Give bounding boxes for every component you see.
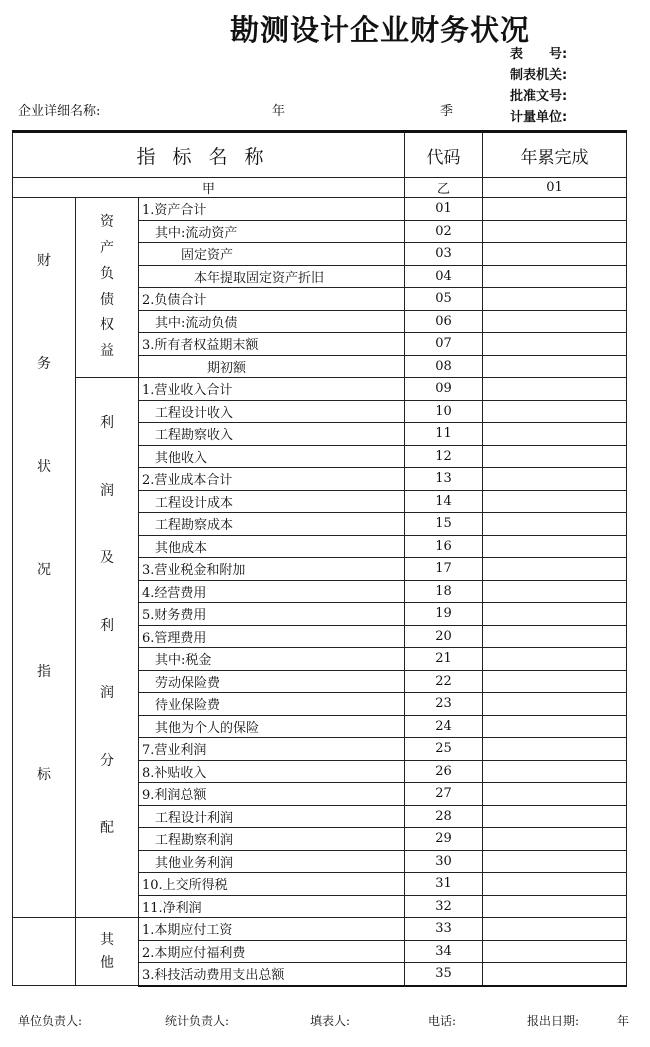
group-profit-label-char: 润 xyxy=(100,482,114,499)
group-other-label xyxy=(76,918,139,986)
group-profit-label-char: 利 xyxy=(100,617,114,634)
row-value-input[interactable] xyxy=(483,513,627,536)
outer-blank-cell xyxy=(13,918,76,986)
row-code: 07 xyxy=(405,333,483,356)
group-outer-label-char: 务 xyxy=(37,355,51,372)
row-value-input[interactable] xyxy=(483,918,627,941)
row-code: 22 xyxy=(405,670,483,693)
row-value-input[interactable] xyxy=(483,400,627,423)
row-label: 3.科技活动费用支出总额 xyxy=(139,963,405,986)
row-label: 其中:税金 xyxy=(139,648,405,671)
group-assets-label-char: 益 xyxy=(100,342,114,359)
row-code: 34 xyxy=(405,940,483,963)
group-profit-label-char: 配 xyxy=(100,820,114,837)
row-label: 9.利润总额 xyxy=(139,783,405,806)
row-code: 24 xyxy=(405,715,483,738)
row-code: 21 xyxy=(405,648,483,671)
group-assets-label-char: 资 xyxy=(100,214,114,231)
form-title: 勘测设计企业财务状况 xyxy=(230,13,531,47)
row-code: 15 xyxy=(405,513,483,536)
row-label: 11.净利润 xyxy=(139,895,405,918)
group-outer-label-char: 标 xyxy=(37,767,51,784)
row-label: 其中:流动资产 xyxy=(139,220,405,243)
row-label: 1.本期应付工资 xyxy=(139,918,405,941)
row-code: 20 xyxy=(405,625,483,648)
row-value-input[interactable] xyxy=(483,445,627,468)
meta-biao-hao: 表 号: xyxy=(510,47,568,62)
row-value-input[interactable] xyxy=(483,648,627,671)
group-profit-label-char: 分 xyxy=(100,752,114,769)
row-label: 其他收入 xyxy=(139,445,405,468)
row-code: 29 xyxy=(405,828,483,851)
row-value-input[interactable] xyxy=(483,535,627,558)
row-label: 工程勘察成本 xyxy=(139,513,405,536)
row-value-input[interactable] xyxy=(483,738,627,761)
row-code: 04 xyxy=(405,265,483,288)
row-value-input[interactable] xyxy=(483,423,627,446)
season-label: 季 xyxy=(440,104,454,119)
row-label: 工程设计利润 xyxy=(139,805,405,828)
group-profit-label-char: 润 xyxy=(100,685,114,702)
row-label: 工程设计成本 xyxy=(139,490,405,513)
table-body xyxy=(13,198,627,986)
group-outer-label-char: 指 xyxy=(37,664,51,681)
row-value-input[interactable] xyxy=(483,940,627,963)
group-assets-label-char: 债 xyxy=(100,291,114,308)
row-value-input[interactable] xyxy=(483,355,627,378)
table-row xyxy=(13,918,627,941)
footer-filler: 填表人: xyxy=(310,1014,351,1028)
row-code: 14 xyxy=(405,490,483,513)
row-label: 其他为个人的保险 xyxy=(139,715,405,738)
row-label: 10.上交所得税 xyxy=(139,873,405,896)
meta-jiliang-danwei: 计量单位: xyxy=(510,110,568,125)
row-label: 3.营业税金和附加 xyxy=(139,558,405,581)
group-assets-label-char: 产 xyxy=(100,240,114,257)
group-profit-label-char: 及 xyxy=(100,550,114,567)
group-other-label-char: 其 xyxy=(100,932,114,948)
row-label: 工程设计收入 xyxy=(139,400,405,423)
row-value-input[interactable] xyxy=(483,963,627,986)
row-value-input[interactable] xyxy=(483,220,627,243)
col-header-code: 代码 xyxy=(405,132,483,178)
row-value-input[interactable] xyxy=(483,715,627,738)
sub-header-name: 甲 xyxy=(13,178,405,198)
footer-unit-head: 单位负责人: xyxy=(18,1014,83,1028)
group-outer-label xyxy=(13,198,76,918)
row-value-input[interactable] xyxy=(483,850,627,873)
row-code: 28 xyxy=(405,805,483,828)
row-value-input[interactable] xyxy=(483,490,627,513)
row-code: 02 xyxy=(405,220,483,243)
row-value-input[interactable] xyxy=(483,760,627,783)
group-profit-label xyxy=(76,378,139,918)
row-code: 03 xyxy=(405,243,483,266)
group-outer-label-char: 状 xyxy=(37,458,51,475)
group-profit-label-char: 利 xyxy=(100,415,114,432)
row-label: 6.管理费用 xyxy=(139,625,405,648)
group-assets-label xyxy=(76,198,139,378)
row-code: 10 xyxy=(405,400,483,423)
row-label: 其他业务利润 xyxy=(139,850,405,873)
row-code: 05 xyxy=(405,288,483,311)
meta-pizhun-wenhao: 批准文号: xyxy=(510,89,568,104)
row-code: 26 xyxy=(405,760,483,783)
row-label: 本年提取固定资产折旧 xyxy=(139,265,405,288)
row-label: 5.财务费用 xyxy=(139,603,405,626)
footer xyxy=(0,1012,650,1032)
finance-table xyxy=(12,130,627,987)
row-label: 4.经营费用 xyxy=(139,580,405,603)
table-row xyxy=(13,378,627,401)
row-code: 23 xyxy=(405,693,483,716)
row-value-input[interactable] xyxy=(483,310,627,333)
row-code: 01 xyxy=(405,198,483,221)
sub-header-done: 01 xyxy=(483,178,627,198)
row-value-input[interactable] xyxy=(483,580,627,603)
col-header-name: 指标名称 xyxy=(13,132,405,178)
row-code: 18 xyxy=(405,580,483,603)
row-code: 16 xyxy=(405,535,483,558)
row-code: 13 xyxy=(405,468,483,491)
row-value-input[interactable] xyxy=(483,625,627,648)
row-value-input[interactable] xyxy=(483,243,627,266)
row-code: 08 xyxy=(405,355,483,378)
row-label: 劳动保险费 xyxy=(139,670,405,693)
row-value-input[interactable] xyxy=(483,558,627,581)
row-value-input[interactable] xyxy=(483,693,627,716)
row-value-input[interactable] xyxy=(483,468,627,491)
footer-year: 年 xyxy=(617,1014,630,1028)
group-outer-label-char: 况 xyxy=(37,561,51,578)
row-code: 25 xyxy=(405,738,483,761)
row-label: 2.负债合计 xyxy=(139,288,405,311)
footer-stats-head: 统计负责人: xyxy=(165,1014,230,1028)
row-code: 09 xyxy=(405,378,483,401)
row-label: 2.本期应付福利费 xyxy=(139,940,405,963)
row-label: 8.补贴收入 xyxy=(139,760,405,783)
row-value-input[interactable] xyxy=(483,805,627,828)
row-code: 27 xyxy=(405,783,483,806)
table-row xyxy=(13,198,627,221)
group-assets-label-char: 负 xyxy=(100,265,114,282)
row-value-input[interactable] xyxy=(483,265,627,288)
row-label: 1.营业收入合计 xyxy=(139,378,405,401)
row-value-input[interactable] xyxy=(483,828,627,851)
row-label: 7.营业利润 xyxy=(139,738,405,761)
row-value-input[interactable] xyxy=(483,670,627,693)
group-assets-label-char: 权 xyxy=(100,317,114,334)
row-code: 06 xyxy=(405,310,483,333)
form-meta xyxy=(510,44,567,128)
row-label: 固定资产 xyxy=(139,243,405,266)
group-other-label-char: 他 xyxy=(100,954,114,971)
row-value-input[interactable] xyxy=(483,895,627,918)
row-value-input[interactable] xyxy=(483,288,627,311)
year-label: 年 xyxy=(272,104,286,119)
footer-report-date: 报出日期: xyxy=(527,1014,580,1028)
row-code: 17 xyxy=(405,558,483,581)
row-label: 2.营业成本合计 xyxy=(139,468,405,491)
row-code: 19 xyxy=(405,603,483,626)
row-code: 33 xyxy=(405,918,483,941)
row-code: 31 xyxy=(405,873,483,896)
company-name-label: 企业详细名称: xyxy=(18,104,101,119)
row-label: 待业保险费 xyxy=(139,693,405,716)
row-value-input[interactable] xyxy=(483,333,627,356)
row-value-input[interactable] xyxy=(483,783,627,806)
row-label: 工程勘察利润 xyxy=(139,828,405,851)
row-value-input[interactable] xyxy=(483,198,627,221)
col-header-done: 年累完成 xyxy=(483,132,627,178)
row-value-input[interactable] xyxy=(483,873,627,896)
footer-phone: 电话: xyxy=(428,1014,457,1028)
meta-zhibiao-jiguan: 制表机关: xyxy=(510,68,568,83)
row-label: 其他成本 xyxy=(139,535,405,558)
sub-header-code: 乙 xyxy=(405,178,483,198)
row-label: 期初额 xyxy=(139,355,405,378)
row-code: 35 xyxy=(405,963,483,986)
row-code: 30 xyxy=(405,850,483,873)
row-label: 其中:流动负债 xyxy=(139,310,405,333)
row-value-input[interactable] xyxy=(483,603,627,626)
row-value-input[interactable] xyxy=(483,378,627,401)
row-label: 工程勘察收入 xyxy=(139,423,405,446)
row-code: 11 xyxy=(405,423,483,446)
row-label: 3.所有者权益期末额 xyxy=(139,333,405,356)
row-code: 32 xyxy=(405,895,483,918)
row-code: 12 xyxy=(405,445,483,468)
row-label: 1.资产合计 xyxy=(139,198,405,221)
group-outer-label-char: 财 xyxy=(37,252,51,269)
